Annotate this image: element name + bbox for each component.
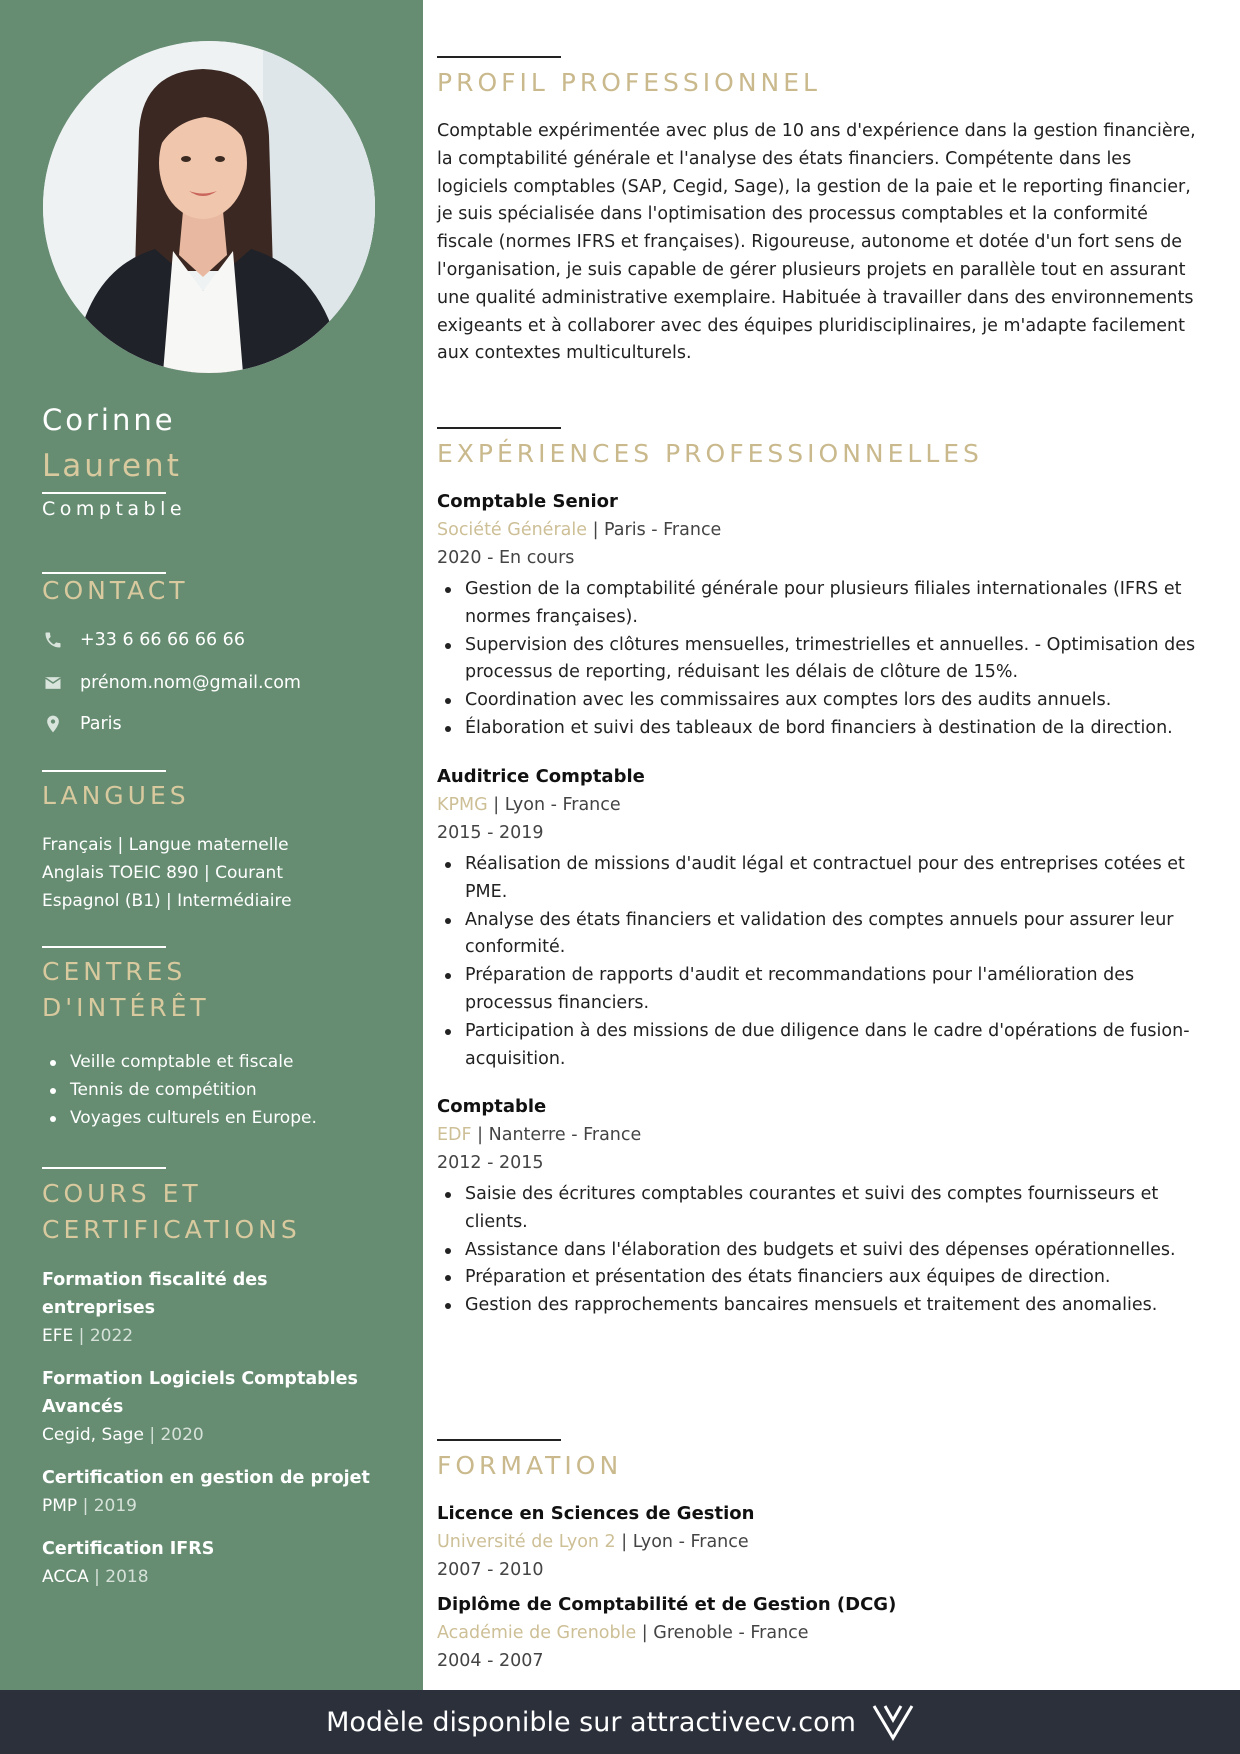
certifications-heading-line1: COURS ET bbox=[42, 1179, 202, 1208]
certification-title: Certification en gestion de projet bbox=[42, 1468, 370, 1488]
education-dates: 2007 - 2010 bbox=[437, 1560, 544, 1580]
school-name: Université de Lyon 2 bbox=[437, 1532, 616, 1552]
attractivecv-logo-icon bbox=[872, 1703, 914, 1741]
interests-heading-line2: D'INTÉRÊT bbox=[42, 993, 210, 1022]
certification-org: ACCA bbox=[42, 1567, 89, 1587]
certification-year: 2020 bbox=[160, 1425, 204, 1445]
job-entry-company-line: Société Générale | Paris - France bbox=[437, 520, 722, 540]
certification-title: Formation fiscalité des bbox=[42, 1270, 268, 1290]
school-name: Académie de Grenoble bbox=[437, 1623, 637, 1643]
certification-meta: Cegid, Sage | 2020 bbox=[42, 1425, 204, 1445]
profile-text: Comptable expérimentée avec plus de 10 ans d'expérience dans la gestion financière, la comptabilité générale et l'analyse des états financiers. Compétente dans les logiciels comptables (SAP, Cegid, Sage), la gestion de la paie et le reporting financier, je suis spécialisée dans l'optimisation des processus comptables et la conformité fiscale (normes IFRS et françaises). Rigoureuse, autonome et dotée d'un fort sens de l'organisation, je suis capable de gérer plusieurs projets en parallèle tout en assurant une qualité administrative exemplaire. Habituée à travailler dans des environnements exigeants et à collaborer avec des équipes pluridisciplinaires, je m'adapte facilement aux contextes multiculturels. bbox=[437, 121, 1196, 364]
job-bullets bbox=[437, 576, 1227, 743]
first-name: Corinne bbox=[42, 403, 176, 437]
language-item: Anglais TOEIC 890 | Courant bbox=[42, 863, 283, 883]
contact-email[interactable] bbox=[42, 672, 301, 694]
education-entry bbox=[437, 1500, 1227, 1584]
job-location: Paris - France bbox=[604, 520, 722, 540]
email-text: prénom.nom@gmail.com bbox=[80, 673, 301, 693]
job-location: Lyon - France bbox=[504, 795, 621, 815]
portrait-image bbox=[43, 41, 375, 373]
certification-title: Formation Logiciels Comptables bbox=[42, 1369, 358, 1389]
education-entry bbox=[437, 1591, 1227, 1675]
job-bullet: Coordination avec les commissaires aux comptes lors des audits annuels. bbox=[437, 687, 1227, 715]
profile-photo bbox=[43, 41, 375, 373]
job-title: Comptable bbox=[42, 498, 187, 520]
contact-heading: CONTACT bbox=[42, 576, 189, 605]
last-name: Laurent bbox=[42, 448, 182, 484]
interest-item: Tennis de compétition bbox=[42, 1076, 317, 1104]
contact-location bbox=[42, 713, 122, 735]
job-dates: 2012 - 2015 bbox=[437, 1153, 544, 1173]
certification-org: PMP bbox=[42, 1496, 78, 1516]
email-icon bbox=[42, 672, 64, 694]
certification-title: Avancés bbox=[42, 1397, 124, 1417]
job-entry-title: Comptable bbox=[437, 1096, 547, 1117]
language-item: Espagnol (B1) | Intermédiaire bbox=[42, 891, 292, 911]
languages-list bbox=[42, 831, 292, 915]
contact-phone[interactable] bbox=[42, 629, 245, 651]
education-divider bbox=[437, 1439, 561, 1441]
education-location: Grenoble - France bbox=[653, 1623, 809, 1643]
certification-org: Cegid, Sage bbox=[42, 1425, 144, 1445]
education-heading: FORMATION bbox=[437, 1451, 623, 1480]
job-entry-company-line: EDF | Nanterre - France bbox=[437, 1125, 642, 1145]
interests-heading-line1: CENTRES bbox=[42, 957, 187, 986]
certification-year: 2022 bbox=[89, 1326, 134, 1346]
sidebar bbox=[0, 0, 423, 1690]
certifications-heading-line2: CERTIFICATIONS bbox=[42, 1215, 301, 1244]
languages-divider bbox=[42, 770, 166, 772]
profile-divider bbox=[437, 56, 561, 58]
interest-item: Voyages culturels en Europe. bbox=[42, 1104, 317, 1132]
interests-heading bbox=[42, 954, 210, 1026]
education-title: Licence en Sciences de Gestion bbox=[437, 1503, 755, 1524]
job-entry-company-line: KPMG | Lyon - France bbox=[437, 795, 621, 815]
job-bullet: Élaboration et suivi des tableaux de bord financiers à destination de la direction. bbox=[437, 715, 1227, 743]
company-name: Société Générale bbox=[437, 520, 587, 540]
job-entry-title: Auditrice Comptable bbox=[437, 766, 645, 787]
job-bullet: Réalisation de missions d'audit légal et contractuel pour des entreprises cotées et PME. bbox=[437, 851, 1197, 907]
certification-meta: EFE | 2022 bbox=[42, 1326, 134, 1346]
job-entry-title: Comptable Senior bbox=[437, 491, 618, 512]
job-bullet: Gestion des rapprochements bancaires mensuels et traitement des anomalies. bbox=[437, 1292, 1177, 1320]
certification-year: 2019 bbox=[93, 1496, 137, 1516]
job-entry bbox=[437, 1093, 1227, 1320]
certification-meta: PMP | 2019 bbox=[42, 1496, 137, 1516]
education-location: Lyon - France bbox=[632, 1532, 749, 1552]
footer-text[interactable]: Modèle disponible sur attractivecv.com bbox=[326, 1706, 856, 1738]
certifications-divider bbox=[42, 1167, 166, 1169]
job-bullet: Préparation de rapports d'audit et recommandations pour l'amélioration des processus financiers. bbox=[437, 962, 1197, 1018]
job-bullet: Gestion de la comptabilité générale pour plusieurs filiales internationales (IFRS et normes françaises). bbox=[437, 576, 1227, 632]
job-bullets bbox=[437, 851, 1197, 1073]
interests-list bbox=[42, 1048, 317, 1132]
certification-title: Certification IFRS bbox=[42, 1539, 215, 1559]
job-bullet: Participation à des missions de due diligence dans le cadre d'opérations de fusion-acquisition. bbox=[437, 1018, 1197, 1074]
job-dates: 2020 - En cours bbox=[437, 548, 575, 568]
certification-org: EFE bbox=[42, 1326, 74, 1346]
job-location: Nanterre - France bbox=[488, 1125, 642, 1145]
job-bullet: Analyse des états financiers et validation des comptes annuels pour assurer leur conformité. bbox=[437, 907, 1197, 963]
job-bullet: Saisie des écritures comptables courantes et suivi des comptes fournisseurs et clients. bbox=[437, 1181, 1177, 1237]
education-school-line: Académie de Grenoble | Grenoble - France bbox=[437, 1623, 809, 1643]
language-item: Français | Langue maternelle bbox=[42, 835, 289, 855]
name-divider bbox=[42, 492, 166, 494]
phone-text: +33 6 66 66 66 66 bbox=[80, 630, 245, 650]
profile-heading: PROFIL PROFESSIONNEL bbox=[437, 68, 821, 97]
education-dates: 2004 - 2007 bbox=[437, 1651, 544, 1671]
education-title: Diplôme de Comptabilité et de Gestion (DCG) bbox=[437, 1594, 897, 1615]
certification-year: 2018 bbox=[105, 1567, 149, 1587]
experience-heading: EXPÉRIENCES PROFESSIONNELLES bbox=[437, 439, 983, 468]
experience-divider bbox=[437, 427, 561, 429]
phone-icon bbox=[42, 629, 64, 651]
certifications-heading bbox=[42, 1176, 301, 1248]
education-school-line: Université de Lyon 2 | Lyon - France bbox=[437, 1532, 749, 1552]
certification-title: entreprises bbox=[42, 1298, 156, 1318]
job-entry bbox=[437, 763, 1227, 1073]
footer-banner[interactable] bbox=[0, 1690, 1240, 1754]
job-dates: 2015 - 2019 bbox=[437, 823, 544, 843]
location-text: Paris bbox=[80, 714, 122, 734]
languages-heading: LANGUES bbox=[42, 781, 190, 810]
location-pin-icon bbox=[42, 713, 64, 735]
job-entry bbox=[437, 488, 1227, 743]
job-bullet: Préparation et présentation des états financiers aux équipes de direction. bbox=[437, 1264, 1177, 1292]
certification-item bbox=[42, 1464, 372, 1520]
interest-item: Veille comptable et fiscale bbox=[42, 1048, 317, 1076]
company-name: EDF bbox=[437, 1125, 472, 1145]
certification-item bbox=[42, 1266, 372, 1350]
certification-item bbox=[42, 1535, 372, 1591]
certification-meta: ACCA | 2018 bbox=[42, 1567, 149, 1587]
company-name: KPMG bbox=[437, 795, 488, 815]
job-bullet: Assistance dans l'élaboration des budgets et suivi des dépenses opérationnelles. bbox=[437, 1237, 1177, 1265]
certification-item bbox=[42, 1365, 372, 1449]
interests-divider bbox=[42, 946, 166, 948]
job-bullets bbox=[437, 1181, 1177, 1320]
job-bullet: Supervision des clôtures mensuelles, trimestrielles et annuelles. - Optimisation des processus de reporting, réduisant les délais de clôture de 15%. bbox=[437, 632, 1227, 688]
